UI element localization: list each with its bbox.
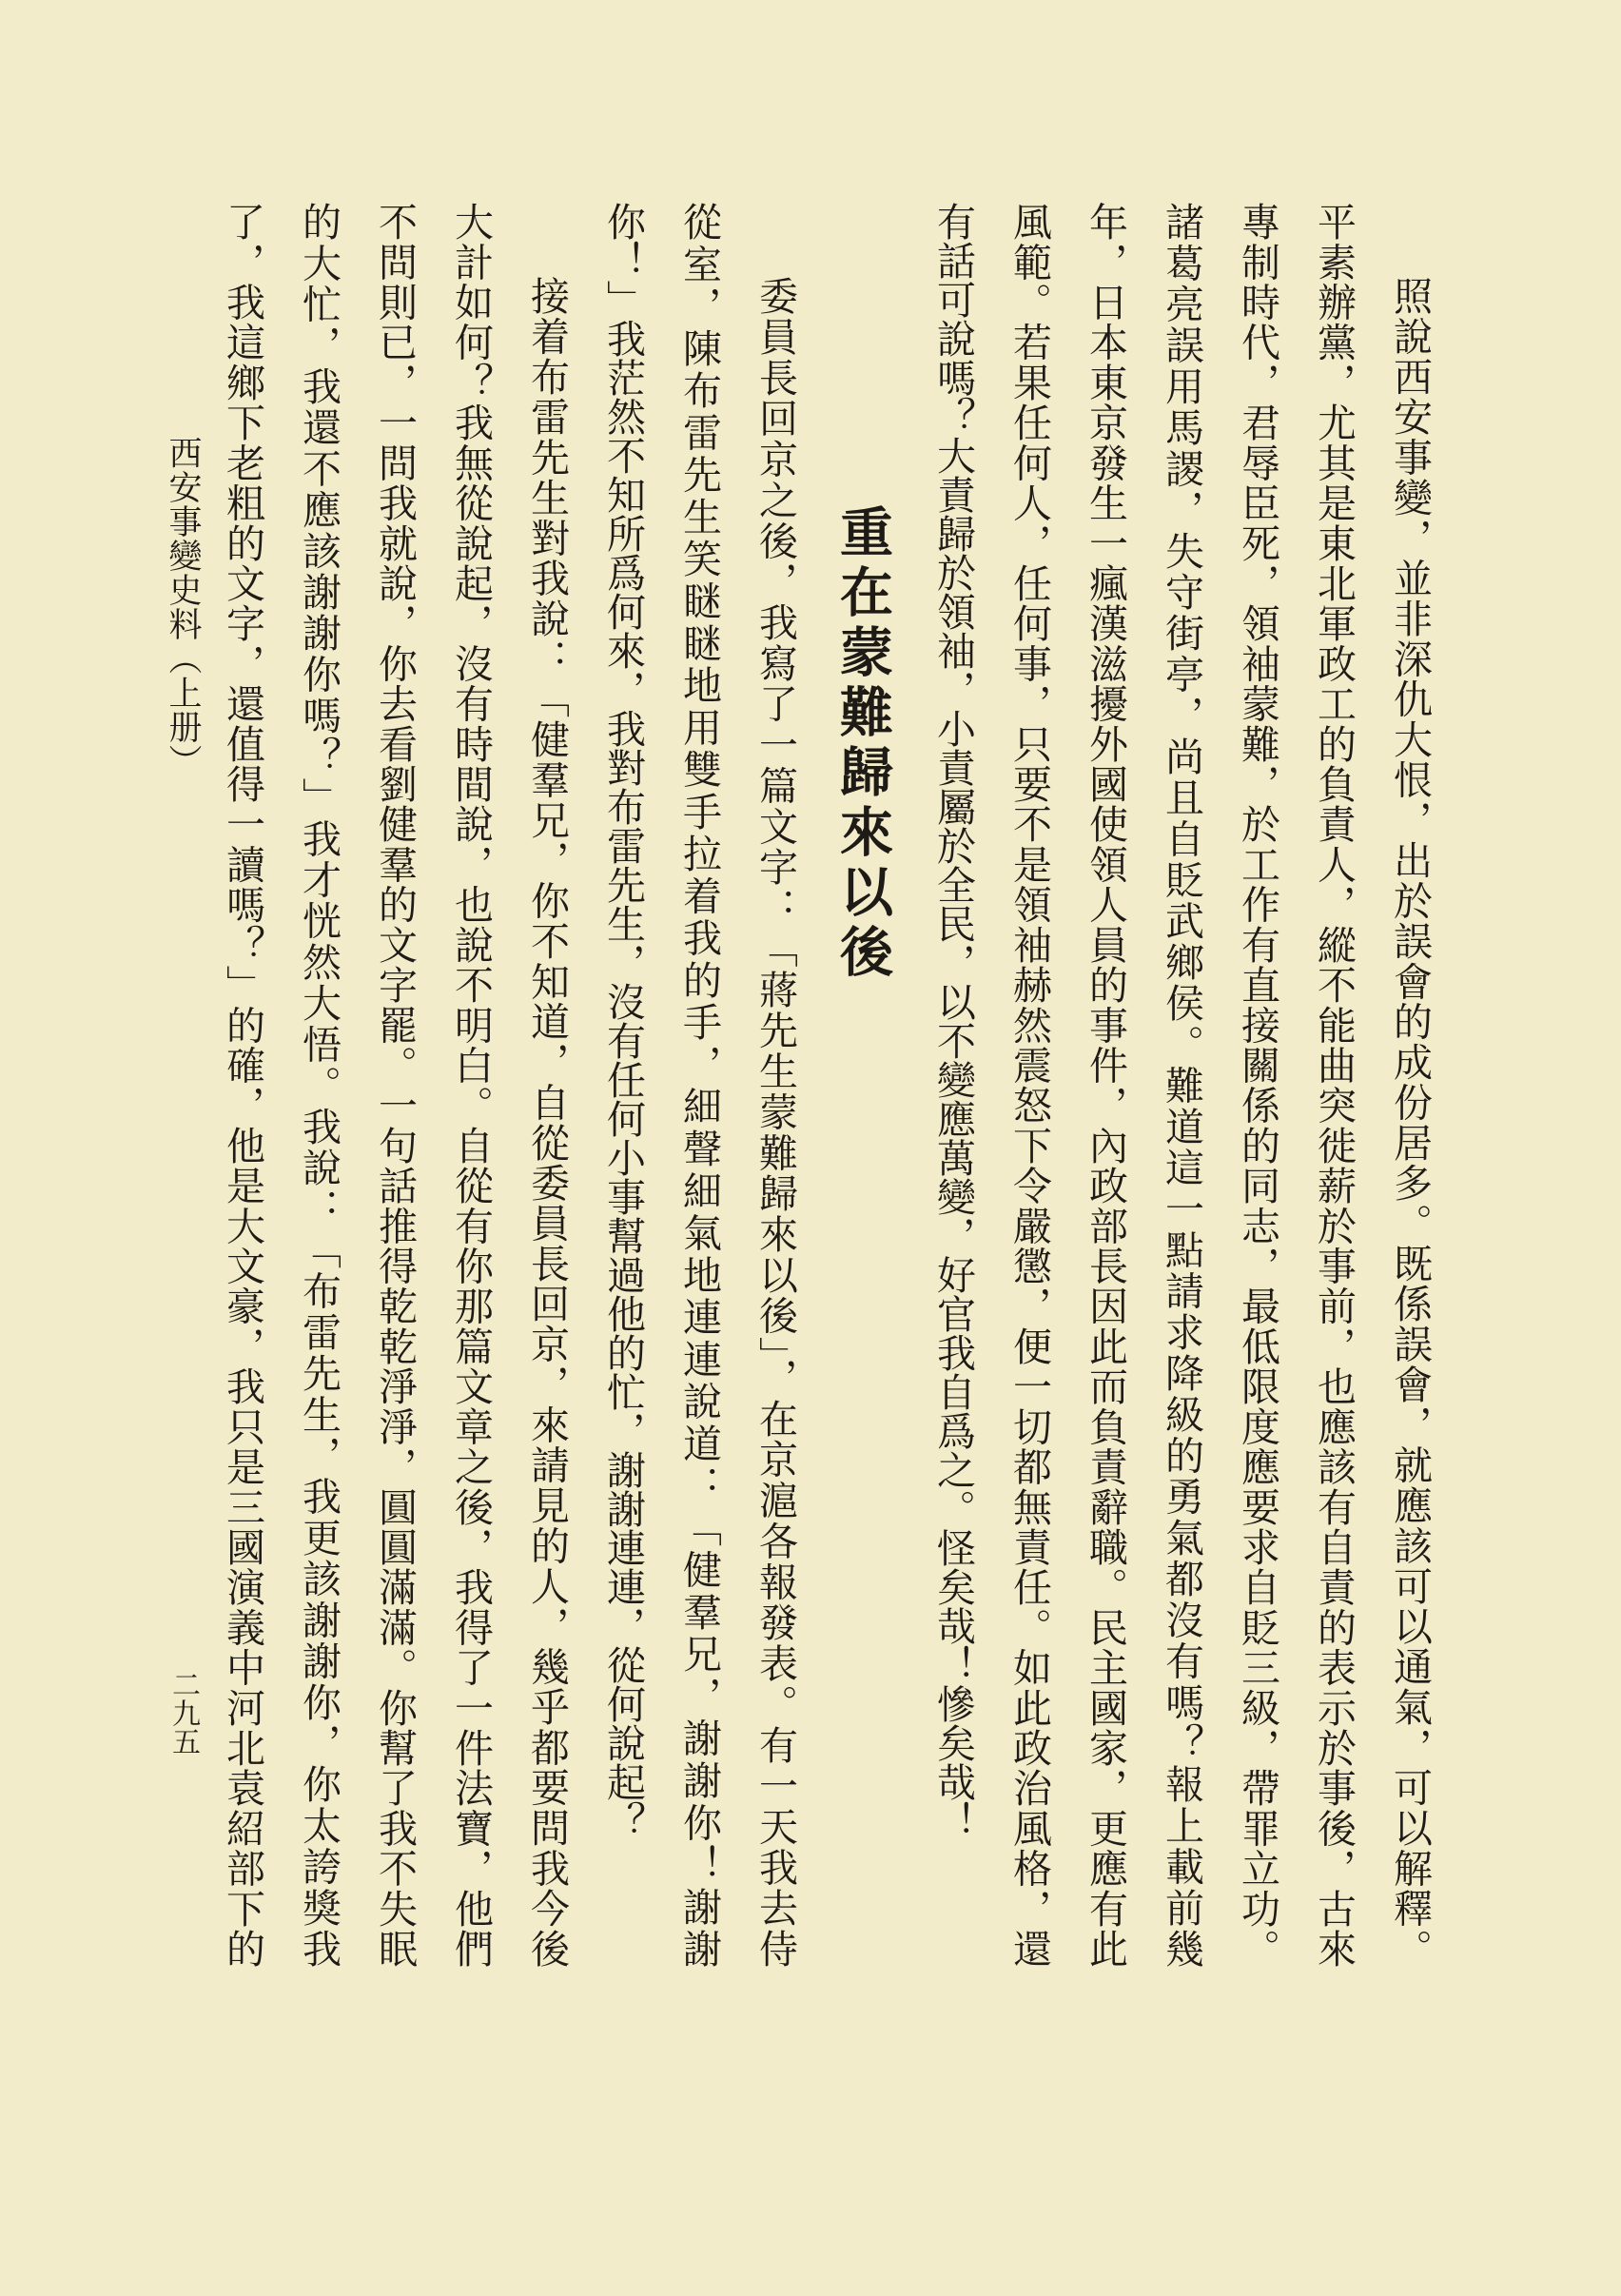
text-column-4: 諸葛亮誤用馬謖，失守街亭，尚且自貶武鄉侯。難道這一點請求降級的勇氣都沒有嗎？報上載前幾 bbox=[1159, 202, 1204, 1968]
text-column-14: 不問則已，一問我就說，你去看劉健羣的文字罷。一句話推得乾乾淨淨，圓圓滿滿。你幫了我不失眠 bbox=[372, 202, 418, 1968]
text-column-15: 的大忙，我還不應該謝謝你嗎？」我才恍然大悟。我說：「布雷先生，我更該謝謝你，你太誇獎我 bbox=[296, 202, 342, 1968]
text-column-13: 大計如何？我無從說起，沒有時間說，也說不明白。自從有你那篇文章之後，我得了一件法寶，他們 bbox=[448, 202, 494, 1968]
text-column-10: 從室，陳布雷先生笑瞇瞇地用雙手拉着我的手，細聲細氣地連連說道：「健羣兄，謝謝你！謝謝 bbox=[676, 202, 722, 1968]
text-column-1: 照說西安事變，並非深仇大恨，出於誤會的成份居多。既係誤會，就應該可以通氣，可以解釋。 bbox=[1387, 276, 1433, 1968]
running-title: 西安事變史料（上册） bbox=[164, 436, 202, 778]
page-number: 二九五 bbox=[166, 1670, 200, 1756]
text-column-2: 平素辦黨，尤其是東北軍政工的負責人，縱不能曲突徙薪於事前，也應該有自責的表示於事後，古來 bbox=[1311, 202, 1357, 1968]
section-heading: 重在蒙難歸來以後 bbox=[831, 504, 894, 984]
text-column-6: 風範。若果任何人，任何事，只要不是領袖赫然震怒下令嚴懲，便一切都無責任。如此政治風格，還 bbox=[1006, 202, 1052, 1968]
text-column-9: 委員長回京之後，我寫了一篇文字：「蔣先生蒙難歸來以後」，在京滬各報發表。有一天我去侍 bbox=[752, 276, 798, 1968]
text-column-11: 你！」我茫然不知所爲何來，我對布雷先生，沒有任何小事幫過他的忙，謝謝連連，從何說起？ bbox=[600, 202, 646, 1840]
text-column-12: 接着布雷先生對我說：「健羣兄，你不知道，自從委員長回京，來請見的人，幾乎都要問我今後 bbox=[524, 276, 570, 1968]
text-column-3: 專制時代，君辱臣死，領袖蒙難，於工作有直接關係的同志，最低限度應要求自貶三級，帶罪立功。 bbox=[1235, 202, 1280, 1968]
text-column-16: 了，我這鄉下老粗的文字，還值得一讀嗎？」的確，他是大文豪，我只是三國演義中河北袁紹部下的 bbox=[220, 202, 265, 1968]
text-column-7: 有話可說嗎？大責歸於領袖，小責屬於全民，以不變應萬變，好官我自爲之。怪矣哉！慘矣哉！ bbox=[930, 202, 976, 1840]
text-column-5: 年，日本東京發生一瘋漢滋擾外國使領人員的事件，內政部長因此而負責辭職。民主國家，更應有此 bbox=[1083, 202, 1128, 1968]
